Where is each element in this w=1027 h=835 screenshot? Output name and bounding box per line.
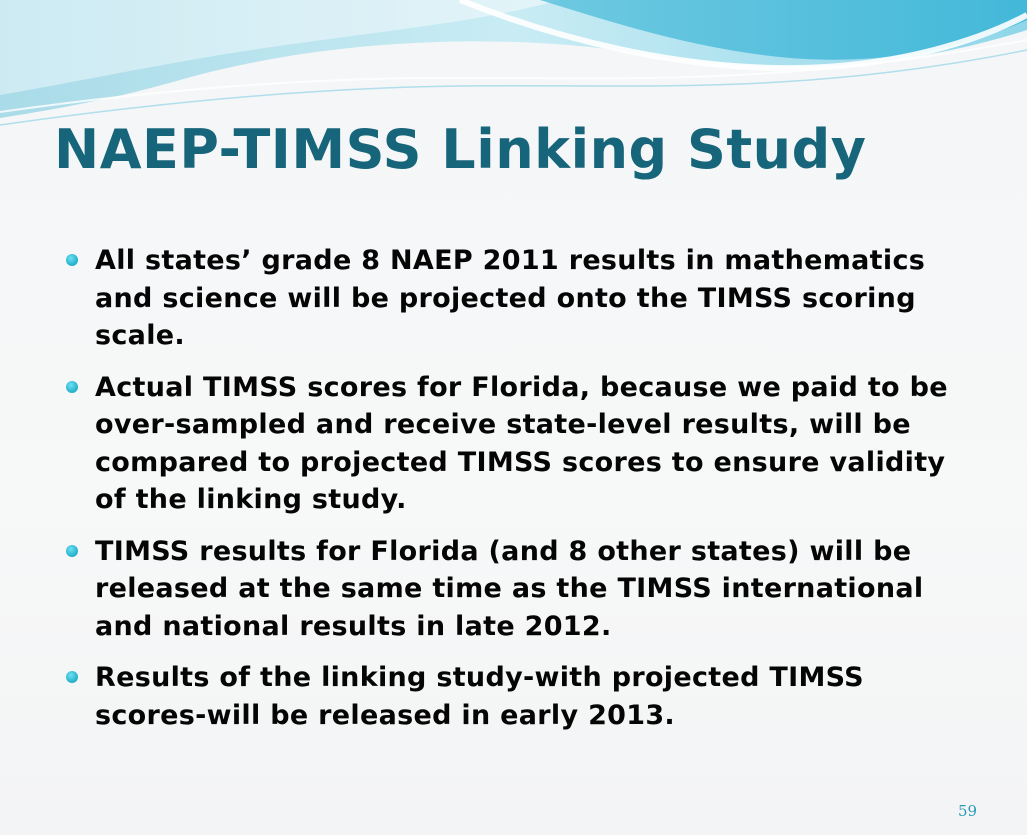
bullet-item-2 [66,369,966,519]
bullet-item-1 [66,242,966,355]
bullet-marker-icon [66,671,78,683]
bullet-text: TIMSS results for Florida (and 8 other states) will be released at the same time as the TIMSS international and national results in late 2012. [95,535,924,642]
bullet-item-4 [66,659,966,734]
bullet-text: All states’ grade 8 NAEP 2011 results in mathematics and science will be projected onto the TIMSS scoring scale. [95,245,926,351]
bullet-marker-icon [66,254,78,266]
slide-title: NAEP-TIMSS Linking Study [54,118,867,181]
bullet-marker-icon [66,545,78,557]
bullet-text: Actual TIMSS scores for Florida, because we paid to be over-sampled and receive state-level results, will be compared to projected TIMSS scores to ensure validity of the linking study. [95,371,948,515]
bullet-marker-icon [66,381,78,393]
bullet-text: Results of the linking study-with projected TIMSS scores-will be released in early 2013. [95,662,864,731]
page-number: 59 [958,802,978,820]
bullet-list [66,242,966,748]
bullet-item-3 [66,533,966,646]
